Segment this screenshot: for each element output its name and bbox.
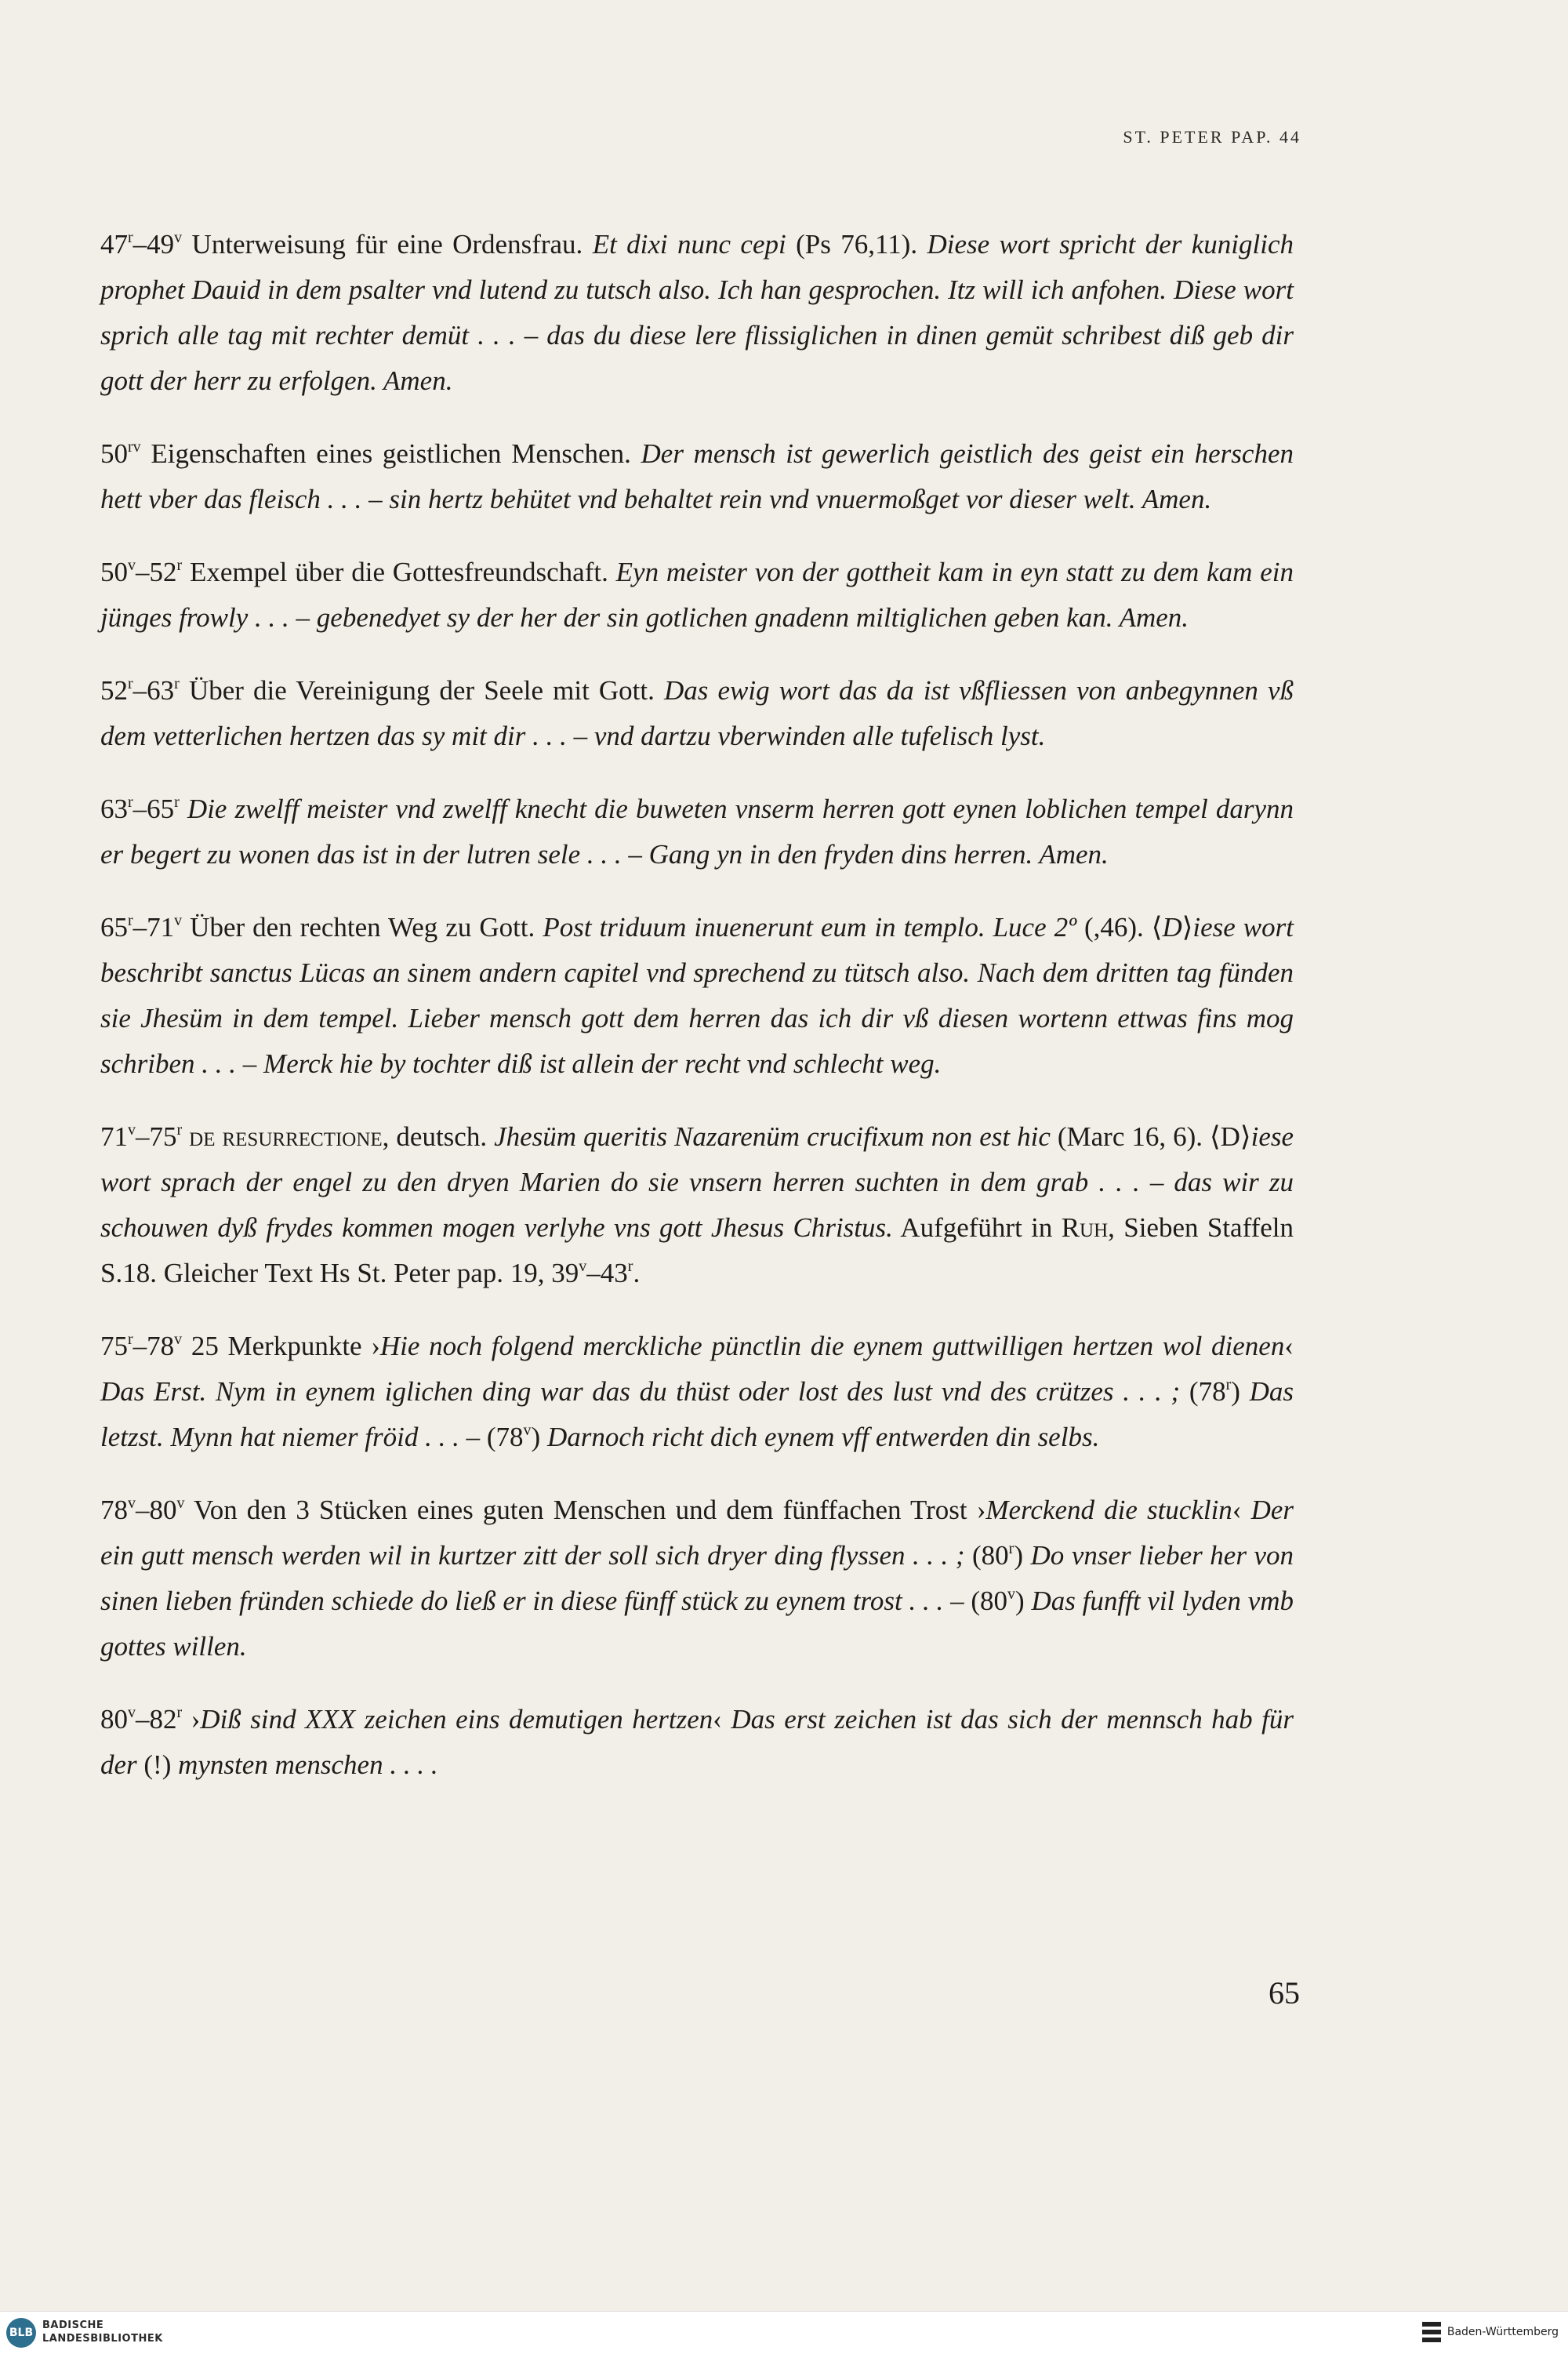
entry-text: 50 (100, 438, 128, 469)
quoted-text: Der mensch ist gewerlich geistlich des geist ein herschen hett vber das fleisch . . . – sin hertz behütet vnd behaltet rein vnd vnuermoßget vor dieser welt. Amen. (100, 438, 1294, 514)
quoted-text: Eyn meister von der gottheit kam in eyn statt zu dem kam ein jünges frowly . . . – gebenedyet sy der her der sin gotlichen gnadenn miltiglichen geben kan. Amen. (100, 557, 1294, 633)
entry-text: (!) (136, 1749, 179, 1780)
folio-superscript: v (1007, 1586, 1016, 1603)
blb-label-line1: BADISCHE (42, 2319, 104, 2331)
catalog-entry (100, 431, 1294, 522)
entry-text (180, 794, 187, 824)
catalog-entry (100, 786, 1294, 877)
entry-text (182, 1121, 189, 1152)
blb-label[interactable] (42, 2319, 163, 2345)
entry-text: (Ps 76,11). (786, 229, 927, 260)
entry-text: › (182, 1704, 201, 1735)
quoted-text: Diese wort spricht der kuniglich prophet Dauid in dem psalter vnd lutend zu tutsch also. Ich han gesprochen. Itz will ich anfohen. Diese wort sprich alle tag mit rechter demüt . . . – das du diese lere flissiglichen in dinen gemüt schribest diß geb dir gott der herr zu erfolgen. Amen. (100, 229, 1294, 396)
folio-superscript: r (174, 675, 180, 692)
entry-text: (,46). ⟨ (1076, 912, 1163, 943)
entry-text: ) (1014, 1540, 1031, 1571)
quoted-text: Hie noch folgend merckliche pünctlin die eynem guttwilligen hertzen wol dienen (379, 1331, 1285, 1361)
folio-superscript: v (176, 1495, 185, 1512)
folio-superscript: rv (128, 438, 141, 456)
entry-text: –75 (136, 1121, 177, 1152)
folio-superscript: r (176, 1121, 183, 1139)
entry-text: Über die Vereinigung der Seele mit Gott. (179, 675, 664, 706)
entry-text: ) (1015, 1586, 1032, 1616)
entry-text: Über den rechten Weg zu Gott. (182, 912, 543, 943)
entry-text: –80 (136, 1495, 177, 1525)
catalog-entry (100, 1488, 1294, 1669)
quoted-text: Das Erst. Nym in eynem iglichen ding war das du thüst oder lost des lust vnd des crützes . . . ; (100, 1376, 1181, 1407)
bw-label: Baden-Württemberg (1446, 2326, 1559, 2338)
entry-text: –65 (132, 794, 175, 824)
quoted-text: Der ein gutt mensch werden wil in kurtzer zitt der soll sich dryer ding flyssen . . . ; (100, 1495, 1294, 1571)
entry-text: 63 (100, 794, 128, 824)
entry-text: –71 (132, 912, 175, 943)
quoted-text: iese wort beschribt sanctus Lücas an sinem andern capitel vnd sprechend zu tütsch also. Nach dem dritten tag fünden sie Jhesüm in dem tempel. Lieber mensch gott dem herren das ich dir vß diesen wortenn ettwas fins mog schriben . . . – Merck hie by tochter diß ist allein der recht vnd schlecht weg. (100, 912, 1294, 1079)
entry-text: (78 (480, 1422, 524, 1452)
page-number: 65 (1269, 1975, 1300, 2011)
quoted-text: Jhesüm queritis Nazarenüm crucifixum non est hic (494, 1121, 1051, 1152)
quoted-text: Et dixi nunc cepi (592, 229, 786, 260)
folio-superscript: r (1008, 1540, 1014, 1557)
running-head: ST. PETER PAP. 44 (1123, 127, 1301, 147)
entry-text: 71 (100, 1121, 128, 1152)
entry-text: –52 (136, 557, 177, 587)
folio-superscript: v (174, 1331, 183, 1348)
entry-text: –49 (132, 229, 175, 260)
entry-text: (80 (964, 1540, 1009, 1571)
blb-logo-icon[interactable]: BLB (6, 2318, 36, 2348)
folio-superscript: v (128, 1495, 136, 1512)
catalog-entry (100, 1697, 1294, 1788)
quoted-text: Do vnser lieber her von sinen lieben fründen schiede do ließ er in diese fünff stück zu eynem trost . . . – (100, 1540, 1294, 1616)
folio-superscript: r (128, 675, 133, 692)
entry-text: 78 (100, 1495, 128, 1525)
folio-superscript: r (128, 1331, 133, 1348)
folio-superscript: v (523, 1422, 532, 1439)
quoted-text: D (1162, 912, 1182, 943)
folio-superscript: r (128, 794, 133, 811)
folio-superscript: r (128, 229, 133, 246)
quoted-text: Das letzst. Mynn hat niemer fröid . . . – (100, 1376, 1294, 1452)
folio-superscript: v (174, 912, 183, 929)
entry-text: 50 (100, 557, 128, 587)
entry-text: , deutsch. (382, 1121, 495, 1152)
entry-text: ) (1231, 1376, 1250, 1407)
entry-text: –43 (586, 1258, 628, 1288)
folio-superscript: r (176, 557, 183, 574)
quoted-text: Die zwelff meister vnd zwelff knecht die buweten vnserm herren gott eynen loblichen tempel darynn er begert zu wonen das ist in der lutren sele . . . – Gang yn in den fryden dins herren. Amen. (100, 794, 1294, 870)
entry-text: 65 (100, 912, 128, 943)
entry-text: de resurrectione (189, 1121, 383, 1152)
crest-icon (1422, 2322, 1441, 2342)
baden-wuerttemberg-logo[interactable] (1422, 2322, 1559, 2342)
entry-text: (Marc 16, 6). ⟨D⟩ (1050, 1121, 1251, 1152)
entry-text: 25 Merkpunkte › (182, 1331, 380, 1361)
catalog-entry (100, 668, 1294, 759)
entry-text: –63 (132, 675, 175, 706)
entry-text: Von den 3 Stücken eines guten Menschen und dem fünffachen Trost › (184, 1495, 986, 1525)
folio-superscript: v (579, 1258, 587, 1275)
quoted-text: Darnoch richt dich eynem vff entwerden din selbs. (546, 1422, 1100, 1452)
quoted-text: mynsten menschen . . . . (178, 1749, 438, 1780)
catalog-entry (100, 905, 1294, 1087)
entry-text: 75 (100, 1331, 128, 1361)
viewer-footer (0, 2311, 1568, 2354)
folio-superscript: v (128, 557, 136, 574)
entry-text: ⟩ (1181, 912, 1193, 943)
entry-text: 80 (100, 1704, 128, 1735)
catalog-entry (100, 1324, 1294, 1460)
entry-text: ‹ (713, 1704, 731, 1735)
quoted-text: Das funfft vil lyden vmb gottes willen. (100, 1586, 1294, 1662)
entry-text: 52 (100, 675, 128, 706)
entry-text: (78 (1180, 1376, 1226, 1407)
entry-text: , Sieben Staffeln S.18. Gleicher Text Hs St. Peter pap. 19, 39 (100, 1212, 1294, 1288)
entry-text: . (633, 1258, 641, 1288)
folio-superscript: v (128, 1704, 136, 1721)
folio-superscript: r (627, 1258, 633, 1275)
folio-superscript: r (174, 794, 180, 811)
entry-text: Aufgeführt in (892, 1212, 1062, 1243)
quoted-text: iese wort sprach der engel zu den dryen Marien do sie vnsern herren suchten in dem grab . . . – das wir zu schouwen dyß frydes kommen mogen verlyhe vns gott Jhesus Christus. (100, 1121, 1294, 1243)
catalog-entries (100, 194, 1294, 1808)
entry-text: Eigenschaften eines geistlichen Menschen. (140, 438, 641, 469)
quoted-text: Das ewig wort das da ist vßfliessen von anbegynnen vß dem vetterlichen hertzen das sy mit dir . . . – vnd dartzu vberwinden alle tufelisch lyst. (100, 675, 1294, 751)
entry-text: Ruh (1061, 1212, 1109, 1243)
folio-superscript: v (174, 229, 183, 246)
catalog-entry (100, 550, 1294, 641)
entry-text: ‹ (1284, 1331, 1294, 1361)
entry-text: ‹ (1232, 1495, 1251, 1525)
folio-superscript: r (128, 912, 133, 929)
quoted-text: Post triduum inuenerunt eum in templo. Luce 2º (543, 912, 1076, 943)
folio-superscript: v (128, 1121, 136, 1139)
folio-superscript: r (1225, 1376, 1232, 1393)
entry-text: Exempel über die Gottesfreundschaft. (182, 557, 616, 587)
quoted-text: Diß sind XXX zeichen eins demutigen hertzen (200, 1704, 713, 1735)
entry-text: –78 (132, 1331, 175, 1361)
catalog-entry (100, 1114, 1294, 1296)
catalog-entry (100, 222, 1294, 404)
blb-label-line2: LANDESBIBLIOTHEK (42, 2333, 163, 2345)
quoted-text: Merckend die stucklin (985, 1495, 1232, 1525)
entry-text: ) (531, 1422, 547, 1452)
entry-text: –82 (136, 1704, 177, 1735)
entry-text: Unterweisung für eine Ordensfrau. (182, 229, 593, 260)
entry-text: 47 (100, 229, 128, 260)
entry-text: (80 (964, 1586, 1008, 1616)
folio-superscript: r (176, 1704, 183, 1721)
quoted-text: Das erst zeichen ist das sich der mennsch hab für der (100, 1704, 1294, 1780)
